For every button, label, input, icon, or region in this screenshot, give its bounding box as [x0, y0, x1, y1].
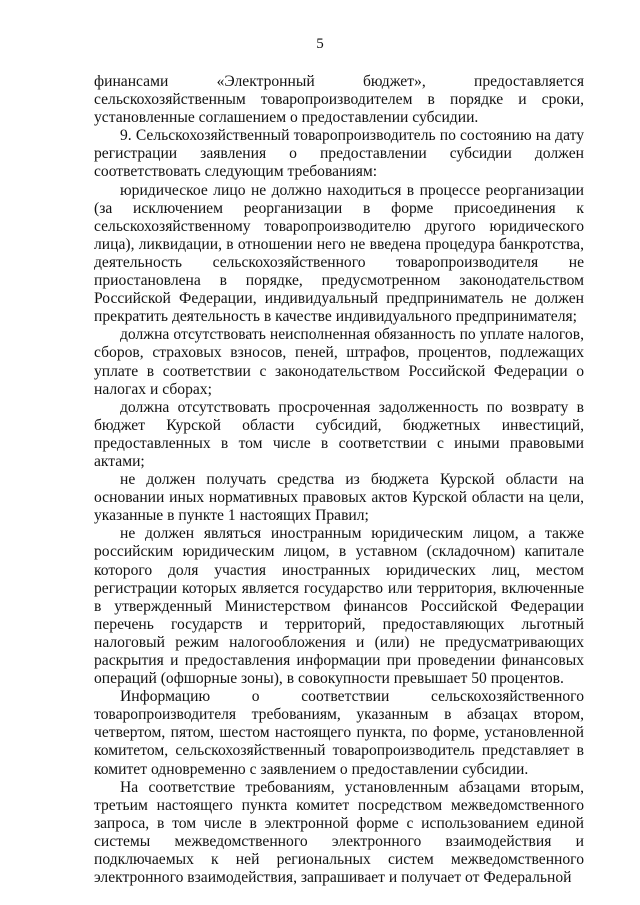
paragraph-requirement-debt: должна отсутствовать просроченная задолженность по возврату в бюджет Курской области субсидий, бюджетных инвестиций, предоставленных в том числе в соответствии с иными правовыми актами; — [94, 398, 584, 470]
paragraph-compliance-information: Информацию о соответствии сельскохозяйственного товаропроизводителя требованиям, указанным в абзацах втором, четвертом, пятом, шестом настоящего пункта, по форме, установленной комитетом, сельскохозяйственный товаропроизводитель представляет в комитет одновременно с заявлением о предоставлении субсидии. — [94, 688, 584, 778]
paragraph-requirement-reorganization: юридическое лицо не должно находиться в процессе реорганизации (за исключением реорганизации в форме присоединения к сельскохозяйственному товаропроизводителю другого юридического лица), ликвидации, в отношении него не введена процедура банкротства, деятельность сельскохозяйственного товаропроизводителя не приостановлена в порядке, предусмотренном законодательством Российской Федерации, индивидуальный предприниматель не должен прекратить деятельность в качестве индивидуального предпринимателя; — [94, 181, 584, 326]
paragraph-interagency-request: На соответствие требованиям, установленным абзацами вторым, третьим настоящего пункта комитет посредством межведомственного запроса, в том числе в электронной форме с использованием единой системы межведомственного электронного взаимодействия и подключаемых к ней региональных систем межведомственного электронного взаимодействия, запрашивает и получает от Федеральной — [94, 778, 584, 887]
paragraph-requirement-other-funds: не должен получать средства из бюджета Курской области на основании иных нормативных правовых актов Курской области на цели, указанные в пункте 1 настоящих Правил; — [94, 471, 584, 525]
paragraph-continuation: финансами «Электронный бюджет», предоставляется сельскохозяйственным товаропроизводителем в порядке и сроки, установленные соглашением о предоставлении субсидии. — [94, 73, 584, 127]
paragraph-requirement-foreign-entity: не должен являться иностранным юридическим лицом, а также российским юридическим лицом, в уставном (складочном) капитале которого доля участия иностранных юридических лиц, местом регистрации которых является государство или территория, включенные в утвержденный Министерством финансов Российской Федерации перечень государств и территорий, предоставляющих льготный налоговый режим налогообложения и (или) не предусматривающих раскрытия и предоставления информации при проведении финансовых операций (офшорные зоны), в совокупности превышает 50 процентов. — [94, 525, 584, 688]
document-body — [94, 73, 584, 887]
page-number: 5 — [316, 36, 324, 52]
paragraph-item-9: 9. Сельскохозяйственный товаропроизводитель по состоянию на дату регистрации заявления о предоставлении субсидии должен соответствовать следующим требованиям: — [94, 127, 584, 181]
paragraph-requirement-taxes: должна отсутствовать неисполненная обязанность по уплате налогов, сборов, страховых взносов, пеней, штрафов, процентов, подлежащих уплате в соответствии с законодательством Российской Федерации о налогах и сборах; — [94, 326, 584, 398]
